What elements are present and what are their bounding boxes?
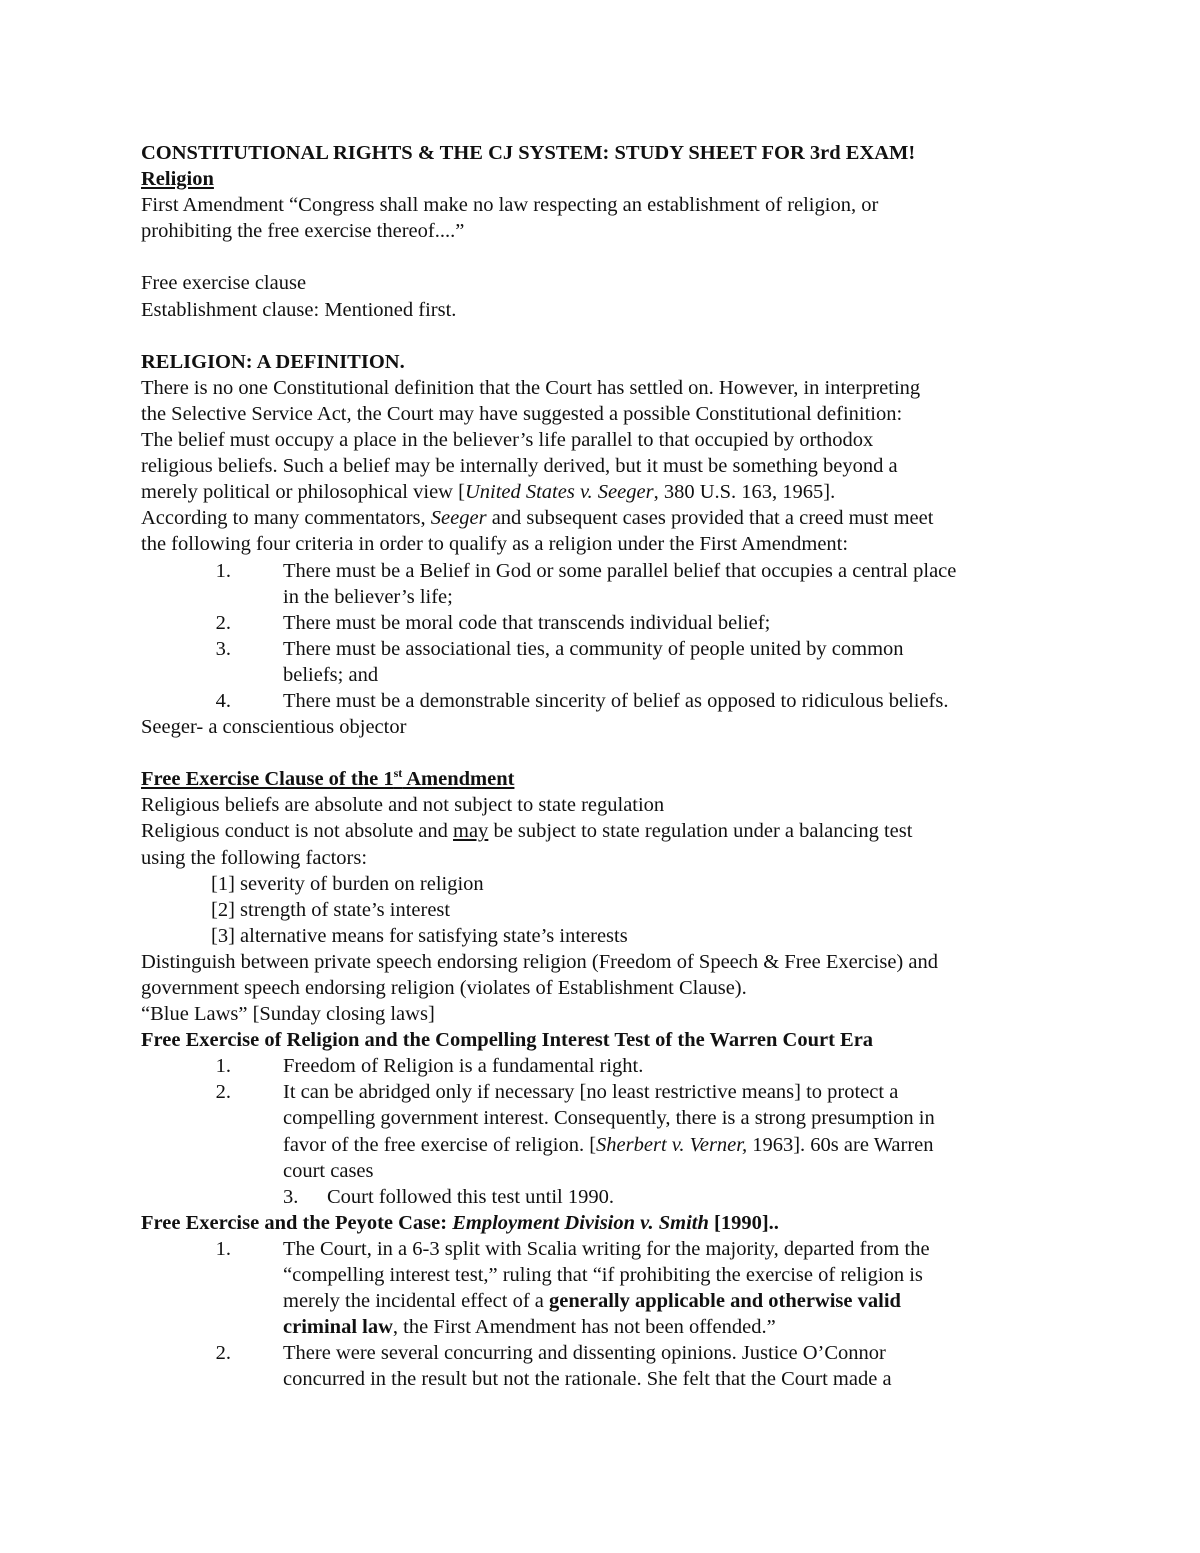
factor-item: [1] severity of burden on religion [211, 872, 484, 895]
clause-line-4: Distinguish between private speech endorsing religion (Freedom of Speech & Free Exercise) and [141, 950, 938, 973]
text-run: Free Exercise and the Peyote Case: [141, 1211, 453, 1234]
item-number: 1. [215, 559, 231, 582]
item-number: 2. [215, 1081, 231, 1104]
warren-item [141, 1184, 1071, 1210]
item-number: 3. [215, 637, 231, 660]
free-exercise-clause-heading [141, 766, 1071, 792]
item-number: 4. [215, 689, 231, 712]
clause-line-1: Religious beliefs are absolute and not subject to state regulation [141, 794, 665, 817]
bold-text: criminal law [283, 1316, 393, 1339]
definition-line-1: There is no one Constitutional definition that the Court has settled on. However, in interpreting [141, 376, 921, 399]
factor-item: [3] alternative means for satisfying state’s interests [211, 924, 628, 947]
criteria-item [141, 636, 1071, 662]
item-text: There must be associational ties, a community of people united by common [283, 637, 904, 660]
definition-line-2: the Selective Service Act, the Court may have suggested a possible Constitutional definition: [141, 402, 903, 425]
text-run: Amendment [402, 768, 515, 791]
item-text-cont: compelling government interest. Consequently, there is a strong presumption in [283, 1107, 935, 1130]
peyote-item [141, 1340, 1071, 1366]
document-page [141, 140, 1071, 1393]
ordinal-suffix: st [393, 766, 403, 781]
case-citation: Sherbert v. Verner, [596, 1133, 748, 1156]
peyote-item [141, 1236, 1071, 1262]
item-text-cont [141, 1288, 1071, 1314]
item-number: 2. [215, 1342, 231, 1365]
document-title: CONSTITUTIONAL RIGHTS & THE CJ SYSTEM: STUDY SHEET FOR 3rd EXAM! [141, 142, 916, 164]
definition-line-5 [141, 479, 1071, 505]
item-number: 2. [215, 611, 231, 634]
item-text: Freedom of Religion is a fundamental right. [283, 1055, 644, 1078]
item-text-cont: beliefs; and [283, 663, 379, 686]
item-text-cont: court cases [283, 1159, 374, 1182]
definition-line-3: The belief must occupy a place in the believer’s life parallel to that occupied by orthodox [141, 429, 874, 452]
item-number: 3. [283, 1185, 299, 1208]
definition-line-6 [141, 505, 1071, 531]
peyote-heading [141, 1210, 1071, 1236]
item-text-cont: in the believer’s life; [283, 585, 453, 608]
item-text: There must be a demonstrable sincerity of belief as opposed to ridiculous beliefs. [283, 689, 949, 712]
item-text: There must be moral code that transcends individual belief; [283, 611, 771, 634]
text-run: Free Exercise Clause of the 1 [141, 768, 394, 791]
text-run: be subject to state regulation under a balancing test [488, 820, 913, 843]
text-run: 1963]. 60s are Warren [747, 1133, 934, 1156]
text-run: merely political or philosophical view [ [141, 481, 465, 504]
underlined-word: may [453, 820, 489, 843]
case-citation: United States v. Seeger [464, 481, 654, 504]
item-text: There were several concurring and dissenting opinions. Justice O’Connor [283, 1342, 886, 1365]
case-citation: Employment Division v. Smith [452, 1211, 709, 1234]
establishment-line: Establishment clause: Mentioned first. [141, 298, 457, 321]
item-text-cont [141, 1132, 1071, 1158]
definition-line-7: the following four criteria in order to qualify as a religion under the First Amendment: [141, 533, 849, 556]
text-run: Religious conduct is not absolute and [141, 820, 454, 843]
item-number: 1. [215, 1237, 231, 1260]
bold-text: generally applicable and otherwise valid [549, 1290, 901, 1313]
text-run: [1990].. [708, 1211, 779, 1234]
item-text: It can be abridged only if necessary [no least restrictive means] to protect a [283, 1081, 899, 1104]
clause-line-3: using the following factors: [141, 846, 368, 869]
factor-item: [2] strength of state’s interest [211, 898, 451, 921]
warren-item [141, 1053, 1071, 1079]
free-exercise-line: Free exercise clause [141, 272, 307, 295]
case-citation: Seeger [430, 507, 487, 530]
spacer [141, 244, 1071, 270]
clause-line-5: government speech endorsing religion (violates of Establishment Clause). [141, 977, 747, 999]
item-text-cont: “compelling interest test,” ruling that “if prohibiting the exercise of religion is [283, 1264, 923, 1287]
criteria-item [141, 688, 1071, 714]
item-text: The Court, in a 6-3 split with Scalia writing for the majority, departed from the [283, 1237, 930, 1260]
warren-item [141, 1079, 1071, 1105]
text-run: , the First Amendment has not been offended.” [392, 1316, 776, 1339]
text-run: favor of the free exercise of religion. [ [283, 1133, 597, 1156]
clause-line-6: “Blue Laws” [Sunday closing laws] [141, 1003, 435, 1026]
text-run: , 380 U.S. 163, 1965]. [653, 481, 836, 504]
spacer [141, 323, 1071, 349]
criteria-item [141, 610, 1071, 636]
item-text-cont: concurred in the result but not the rationale. She felt that the Court made a [283, 1368, 892, 1391]
religion-heading: Religion [141, 168, 214, 191]
spacer [141, 740, 1071, 766]
item-text: There must be a Belief in God or some parallel belief that occupies a central place [283, 559, 957, 582]
seeger-note: Seeger- a conscientious objector [141, 716, 407, 739]
definition-line-4: religious beliefs. Such a belief may be internally derived, but it must be something beyond a [141, 455, 898, 478]
text-run: merely the incidental effect of a [283, 1290, 549, 1313]
amendment-line-2: prohibiting the free exercise thereof....” [141, 220, 465, 243]
clause-line-2 [141, 818, 1071, 844]
amendment-line-1: First Amendment “Congress shall make no law respecting an establishment of religion, or [141, 194, 879, 217]
item-number: 1. [215, 1055, 231, 1078]
text-run: According to many commentators, [141, 507, 431, 530]
item-text: Court followed this test until 1990. [327, 1185, 614, 1208]
item-text-cont [141, 1314, 1071, 1340]
text-run: and subsequent cases provided that a creed must meet [486, 507, 934, 530]
warren-heading: Free Exercise of Religion and the Compelling Interest Test of the Warren Court Era [141, 1029, 874, 1052]
definition-heading: RELIGION: A DEFINITION. [141, 350, 405, 373]
criteria-item [141, 558, 1071, 584]
